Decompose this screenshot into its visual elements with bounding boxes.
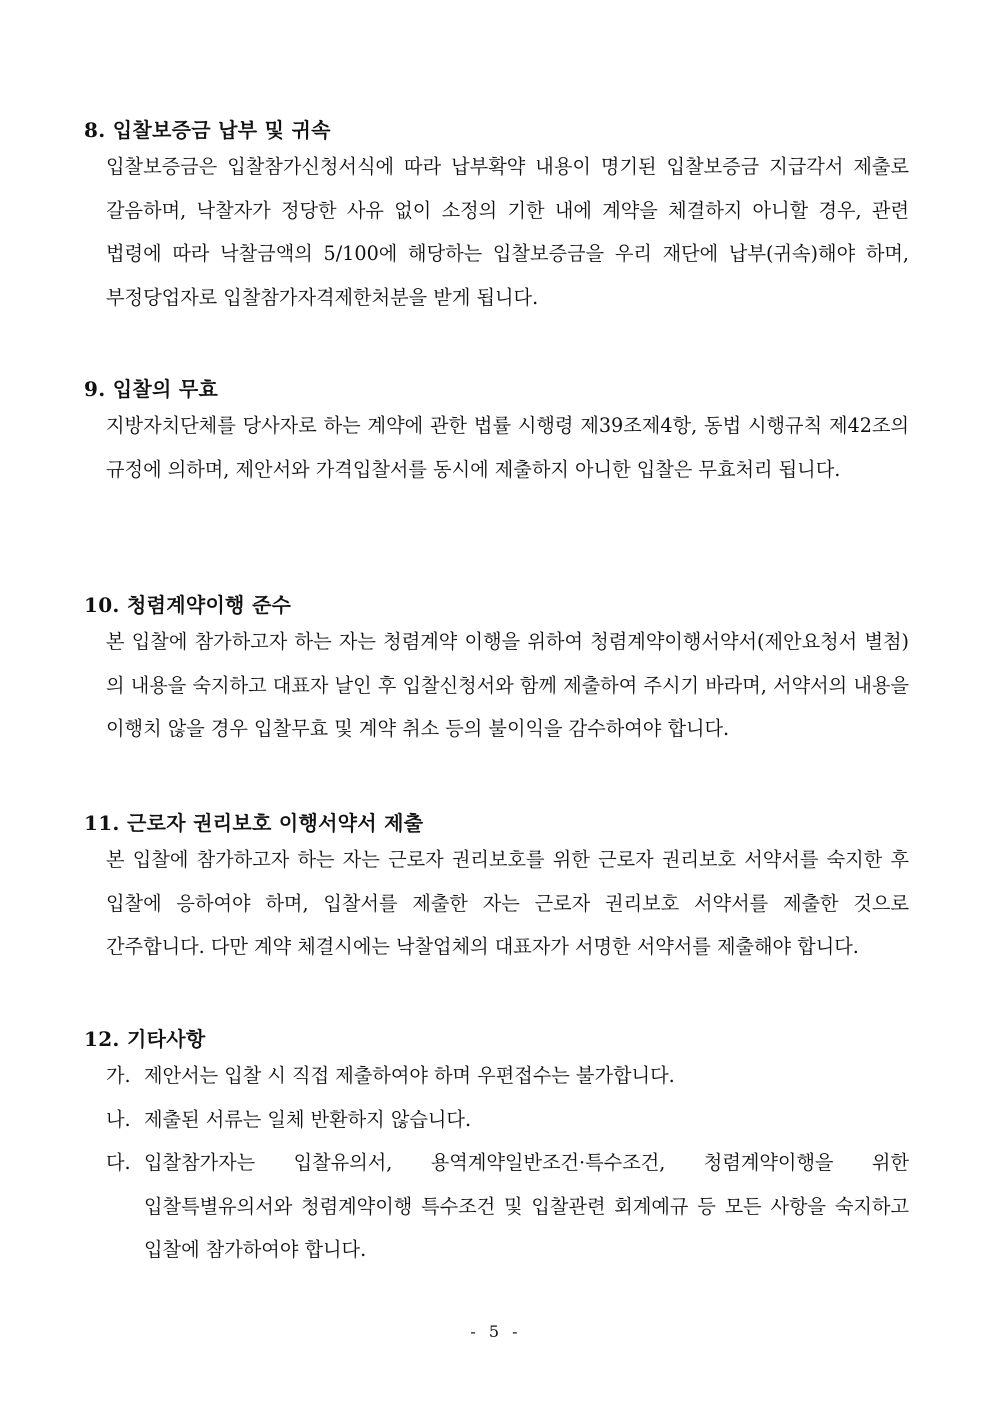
- other-matters-list: [106, 1054, 909, 1272]
- section-body: 지방자치단체를 당사자로 하는 계약에 관한 법률 시행령 제39조제4항, 동법 시행규칙 제42조의 규정에 의하며, 제안서와 가격입찰서를 동시에 제출하지 아니한 입찰은 무효처리 됩니다.: [106, 414, 909, 481]
- section-heading: 8. 입찰보증금 납부 및 귀속: [84, 118, 331, 142]
- section-body: 입찰보증금은 입찰참가신청서식에 따라 납부확약 내용이 명기된 입찰보증금 지급각서 제출로 갈음하며, 낙찰자가 정당한 사유 없이 소정의 기한 내에 계약을 체결하지 아니할 경우, 관련 법령에 따라 낙찰금액의 5/100에 해당하는 입찰보증금을 우리 재단에 납부(귀속)해야 하며, 부정당업자로 입찰참가자격제한처분을 받게 됩니다.: [106, 155, 909, 309]
- list-marker: 가.: [106, 1064, 131, 1087]
- list-marker: 다.: [106, 1151, 131, 1174]
- list-item-text: 제출된 서류는 일체 반환하지 않습니다.: [144, 1107, 472, 1131]
- list-item: [106, 1054, 909, 1098]
- list-item: [106, 1098, 909, 1142]
- list-item-text: 제안서는 입찰 시 직접 제출하여야 하며 우편접수는 불가합니다.: [144, 1064, 675, 1087]
- section-other-matters: [84, 1024, 909, 1272]
- list-item: [106, 1141, 909, 1272]
- section-heading: 10. 청렴계약이행 준수: [84, 593, 292, 617]
- page-number: - 5 -: [470, 1322, 522, 1341]
- list-marker: 나.: [106, 1107, 131, 1131]
- section-heading: 11. 근로자 권리보호 이행서약서 제출: [84, 811, 424, 835]
- section-bid-invalidity: [84, 374, 909, 491]
- section-heading: 12. 기타사항: [84, 1027, 206, 1051]
- section-body: 본 입찰에 참가하고자 하는 자는 청렴계약 이행을 위하여 청렴계약이행서약서(제안요청서 별첨)의 내용을 숙지하고 대표자 날인 후 입찰신청서와 함께 제출하여 주시기 바라며, 서약서의 내용을 이행치 않을 경우 입찰무효 및 계약 취소 등의 불이익을 감수하여야 합니다.: [106, 630, 909, 740]
- section-integrity-contract: [84, 590, 909, 751]
- section-bid-deposit: [84, 115, 909, 319]
- list-item-text: 입찰참가자는 입찰유의서, 용역계약일반조건·특수조건, 청렴계약이행을 위한 입찰특별유의서와 청렴계약이행 특수조건 및 입찰관련 회계예규 등 모든 사항을 숙지하고 입찰에 참가하여야 합니다.: [144, 1151, 909, 1261]
- section-worker-rights: [84, 808, 909, 969]
- section-body: 본 입찰에 참가하고자 하는 자는 근로자 권리보호를 위한 근로자 권리보호 서약서를 숙지한 후 입찰에 응하여야 하며, 입찰서를 제출한 자는 근로자 권리보호 서약서를 제출한 것으로 간주합니다. 다만 계약 체결시에는 낙찰업체의 대표자가 서명한 서약서를 제출해야 합니다.: [106, 848, 909, 958]
- section-heading: 9. 입찰의 무효: [84, 377, 219, 401]
